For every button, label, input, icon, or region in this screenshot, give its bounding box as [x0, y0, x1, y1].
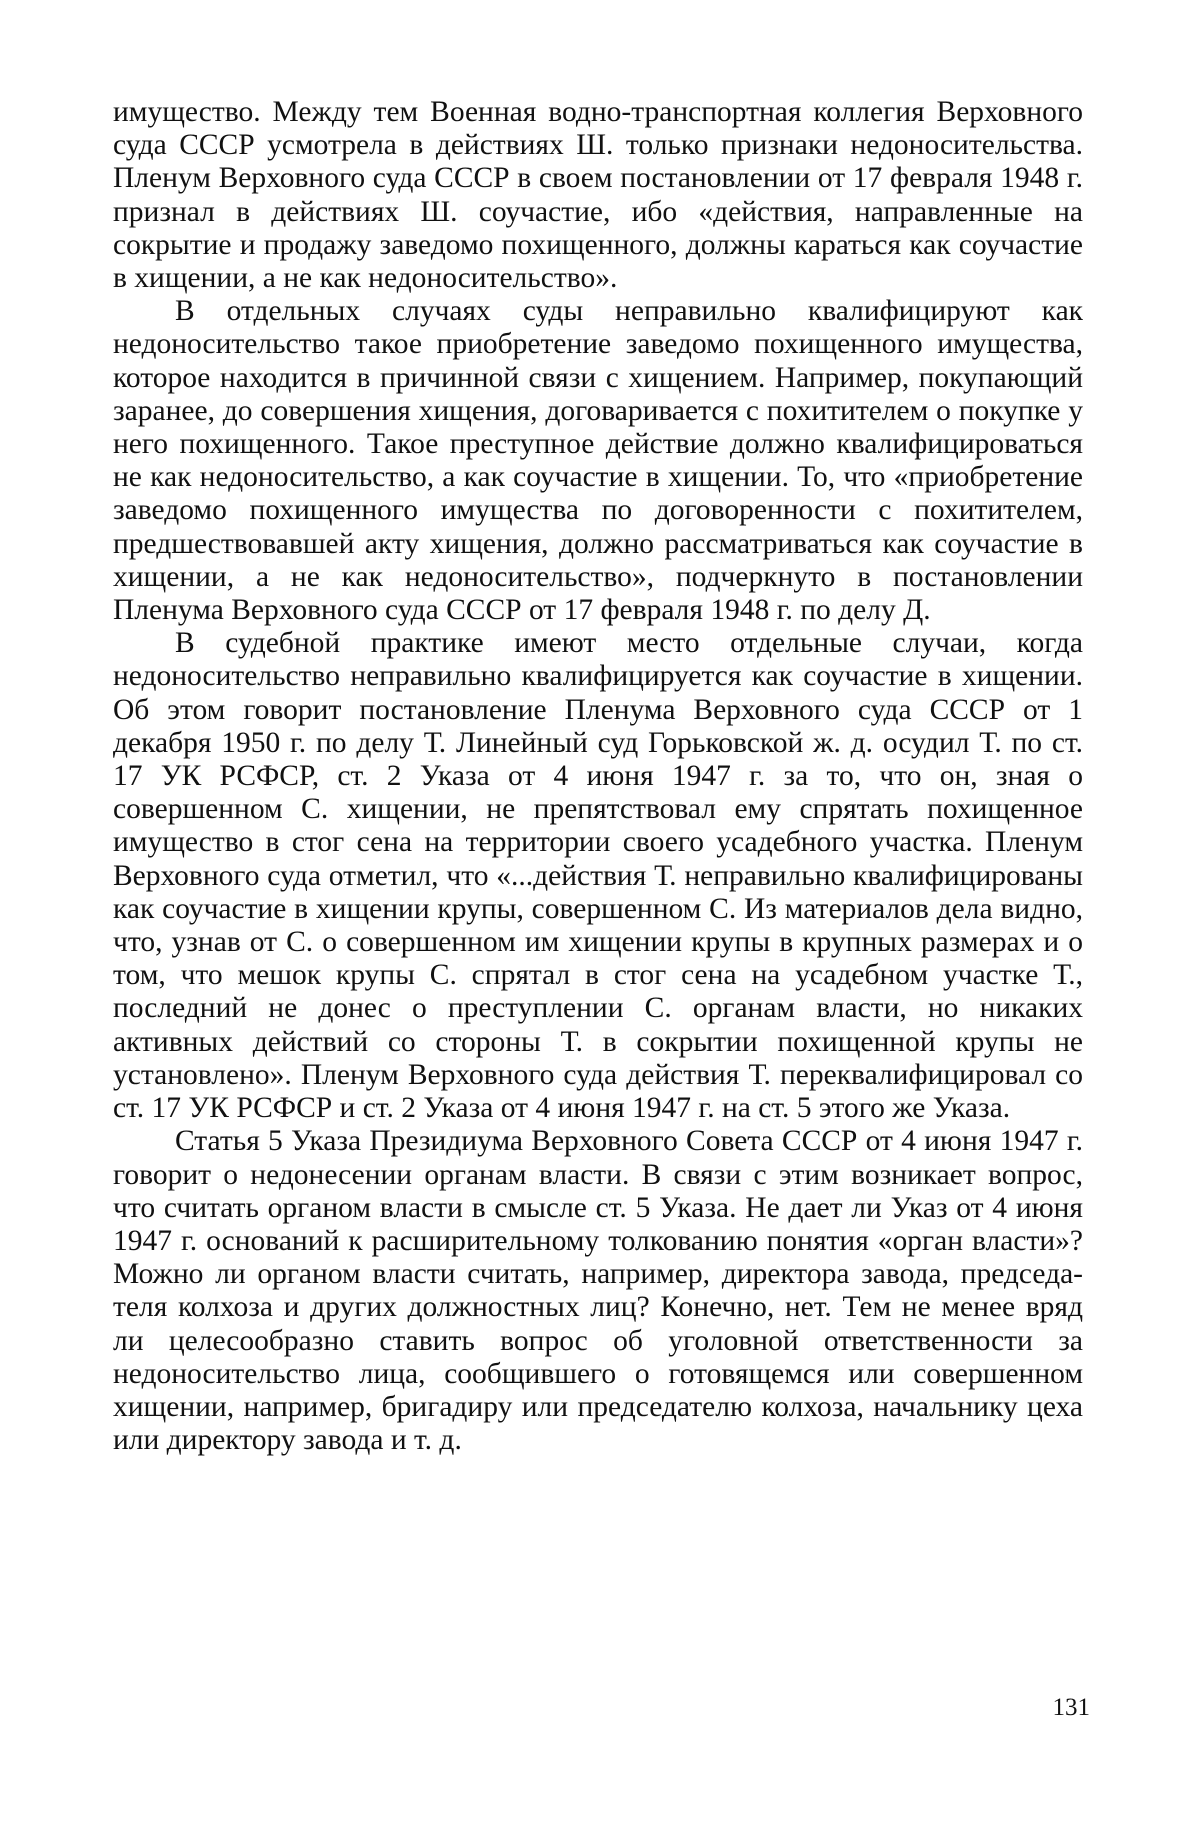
page-number: 131: [1052, 1694, 1090, 1721]
paragraph-4: Статья 5 Указа Президиума Верховного Совета СССР от 4 июня 1947 г. говорит о недонесении органам власти. В связи с этим возникает вопрос, что считать органом власти в смысле ст. 5 Указа. Не дает ли Указ от 4 июня 1947 г. оснований к расширительному толкованию понятия «орган власти»? Можно ли органом власти считать, например, директора завода, председателя колхоза и других должностных лиц? Конечно, нет. Тем не менее вряд ли целесообразно ставить вопрос об уголовной ответственности за недоносительство лица, сообщившего о готовящемся или совершенном хищении, например, бригадиру или председателю колхоза, начальнику цеха или директору завода и т. д.: [113, 1125, 1083, 1457]
paragraph-3: В судебной практике имеют место отдельные случаи, когда недоносительство неправильно квалифицируется как соучастие в хищении. Об этом говорит постановление Пленума Верховного суда СССР от 1 декабря 1950 г. по делу Т. Линейный суд Горьковской ж. д. осудил Т. по ст. 17 УК РСФСР, ст. 2 Указа от 4 июня 1947 г. за то, что он, зная о совершенном С. хищении, не препятствовал ему спрятать похищенное имущество в стог сена на территории своего усадебного участка. Пленум Верховного суда отметил, что «...действия Т. неправильно квалифицированы как соучастие в хищении крупы, совершенном С. Из материалов дела видно, что, узнав от С. о совершенном им хищении крупы в крупных размерах и о том, что мешок крупы С. спрятал в стог сена на усадебном участке Т., последний не донес о преступлении С. органам власти, но никаких активных действий со стороны Т. в сокрытии похищенной крупы не установлено». Пленум Верховного суда действия Т. переквалифицировал со ст. 17 УК РСФСР и ст. 2 Указа от 4 июня 1947 г. на ст. 5 этого же Указа.: [113, 627, 1083, 1125]
paragraph-1: имущество. Между тем Военная водно-транспортная коллегия Верховного суда СССР усмотрела в действиях Ш. только признаки недоносительства. Пленум Верховного суда СССР в своем постановлении от 17 февраля 1948 г. признал в действиях Ш. соучастие, ибо «действия, направленные на сокрытие и продажу заведомо похищенного, должны караться как соучастие в хищении, а не как недоносительство».: [113, 96, 1083, 295]
page-text: [113, 96, 1083, 1457]
paragraph-2: В отдельных случаях суды неправильно квалифицируют как недоносительство такое приобретение заведомо похищенного имущества, которое находится в причинной связи с хищением. Например, покупающий заранее, до совершения хищения, договаривается с похитителем о покупке у него похищенного. Такое преступное действие должно квалифицироваться не как недоносительство, а как соучастие в хищении. То, что «приобретение заведомо похищенного имущества по договоренности с похитителем, предшествовавшей акту хищения, должно рассматриваться как соучастие в хищении, а не как недоносительство», подчеркнуто в постановлении Пленума Верховного суда СССР от 17 февраля 1948 г. по делу Д.: [113, 295, 1083, 627]
